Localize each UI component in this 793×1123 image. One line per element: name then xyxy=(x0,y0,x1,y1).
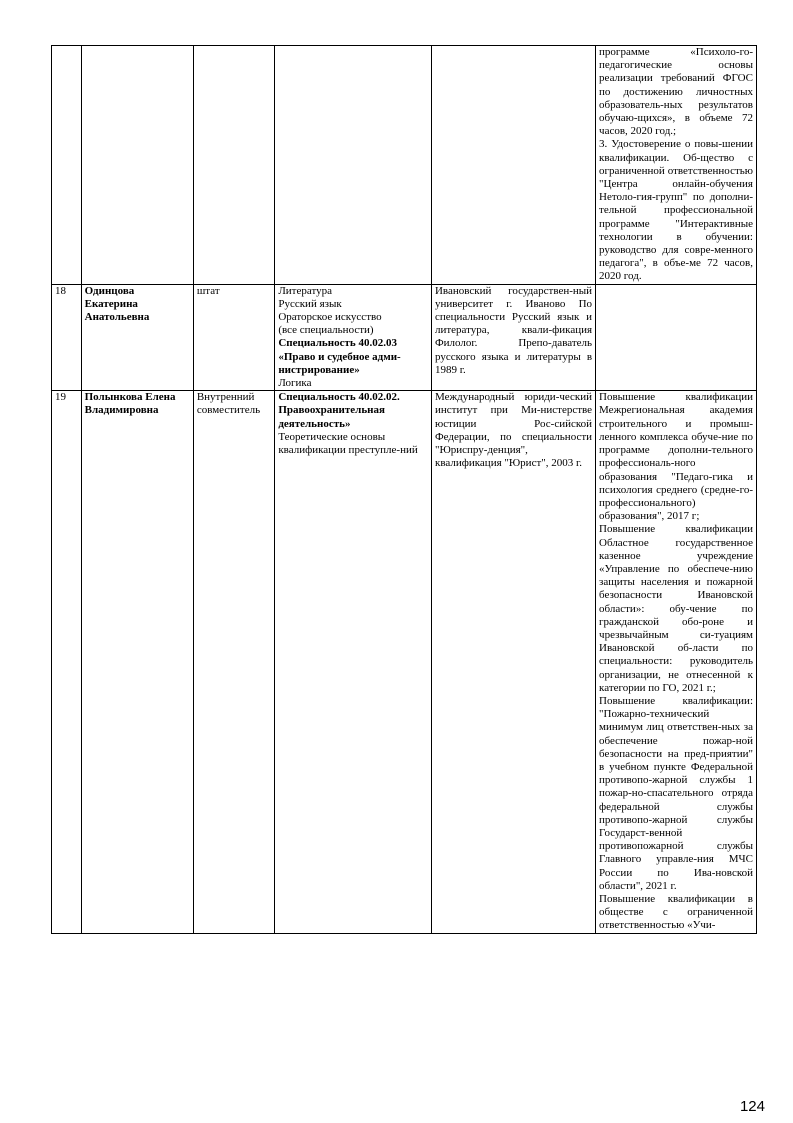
row-number-cell xyxy=(52,46,82,285)
row-number-cell: 18 xyxy=(52,284,82,391)
staff-table xyxy=(51,45,757,934)
employment-type-cell: Внутренний совместитель xyxy=(193,391,275,933)
subjects-cell xyxy=(275,391,432,933)
education-cell xyxy=(431,46,595,285)
qualification-entry: Повышение квалификации: "Пожарно-технический минимум лиц ответствен-ных за обеспечение пожар-ной безопасности на пред-приятии" в учебном пункте Федеральной противопо-жарной службы 1 пожар-но-спасательного отряда федеральной службы противопо-жарной службы Государст-венной противопожарной службы Главного управле-ния МЧС России по Ива-новской области", 2021 г. xyxy=(599,694,753,892)
subject-line: Специальность 40.02.02. Правоохранительная деятельность» xyxy=(278,391,400,430)
employment-type-cell xyxy=(193,46,275,285)
subject-line: Литература xyxy=(278,284,333,297)
qualification-cell xyxy=(596,284,757,391)
qualification-cell xyxy=(596,391,757,933)
subject-line: Специальность 40.02.03 «Право и судебное адми-нистрирование» xyxy=(278,337,401,376)
employment-type-cell: штат xyxy=(193,284,275,391)
qualification-cell xyxy=(596,46,757,285)
subject-line: Теоретические основы квалификации преступле-ний xyxy=(278,430,418,457)
qualification-entry: 3. Удостоверение о повы-шении квалификации. Об-щество с ограниченной ответственностью "Центра онлайн-обучения Нетоло-гия-групп" по дополни-тельной профессиональной программе "Интерактивные технологии в обучении: руководство для совре-менного педагога", в объе-ме 72 часов, 2020 год. xyxy=(599,138,753,283)
subjects-cell xyxy=(275,284,432,391)
subjects-cell xyxy=(275,46,432,285)
row-number-cell: 19 xyxy=(52,391,82,933)
qualification-entry: Повышение квалификации в обществе с ограниченной ответственностью «Учи- xyxy=(599,893,753,932)
subject-line: (все специальности) xyxy=(278,324,374,337)
teacher-name-cell: Полынкова Елена Владимировна xyxy=(81,391,193,933)
table-row xyxy=(52,284,757,391)
subject-line: Логика xyxy=(278,377,312,390)
subject-line: Ораторское искусство xyxy=(278,311,382,324)
education-cell: Ивановский государствен-ный университет г. Иваново По специальности Русский язык и литература, квали-фикация Филолог. Препо-даватель русского языка и литературы в 1989 г. xyxy=(431,284,595,391)
table-row xyxy=(52,46,757,285)
teacher-name-cell: Одинцова Екатерина Анатольевна xyxy=(81,284,193,391)
page-number: 124 xyxy=(739,1098,765,1115)
qualification-entry: программе «Психоло-го-педагогические основы реализации требований ФГОС по достижению личностных образователь-ных результатов обучаю-щихся», в объеме 72 часов, 2020 год.; xyxy=(599,46,753,138)
teacher-name-cell xyxy=(81,46,193,285)
education-cell: Международный юриди-ческий институт при Ми-нистерстве юстиции Рос-сийской Федерации, по специальности "Юриспру-денция", квалификация "Юрист", 2003 г. xyxy=(431,391,595,933)
subject-line: Русский язык xyxy=(278,297,342,310)
table-row xyxy=(52,391,757,933)
qualification-entry: Повышение квалификации Областное государственное казенное учреждение «Управление по обеспече-нию защиты населения и пожарной безопасности Ивановской области»: обу-чение по гражданской обо-роне и чрезвычайным си-туациям Ивановской об-ласти по специальности: руководитель организации, не отнесенной к категории по ГО, 2021 г.; xyxy=(599,523,753,694)
table-body xyxy=(52,46,757,934)
qualification-entry: Повышение квалификации Межрегиональная академия строительного и промыш-ленного комплекса обуче-ние по программе дополни-тельного профессиональ-ного образования "Педаго-гика и психология среднего (средне-го-профессионального) образования", 2017 г; xyxy=(599,391,753,523)
